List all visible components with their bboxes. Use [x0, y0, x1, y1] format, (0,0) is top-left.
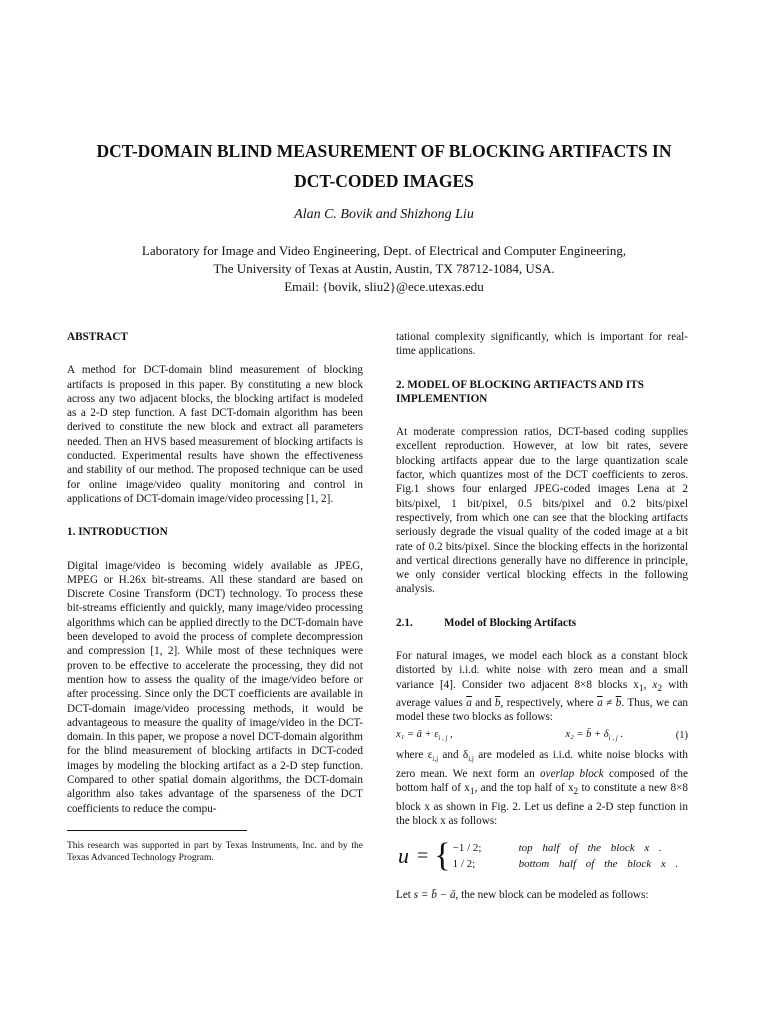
left-brace: { — [434, 837, 451, 875]
subsection-2-1-paragraph-2: where $\varepsilon_{i,j}$ and $\delta_{i,j}$ are modeled as i.i.d. white noise blocks with zero mean. We next form an overlap block composed of the bottom half of $x_1$, and the top half of $x_2$ to constitute a new 8×8 block x as shown in Fig. 2. Let us define a 2-D step function in the block x as follows: — [396, 749, 688, 827]
case-2-condition: bottom half of the block x . — [518, 858, 679, 871]
subsection-2-1-heading — [396, 616, 688, 630]
p2-part-e: , and the top half of x — [474, 781, 574, 794]
p2-part-b: and δ — [438, 749, 469, 762]
p1-part-a: For natural images, we model each block as a constant block distorted by i.i.d. white noise with zero mean and a small variance [4]. Consider two adjacent 8×8 blocks x — [396, 650, 688, 691]
eq1-left-text: x₁ = ā + ε — [396, 728, 439, 740]
section-2-text: At moderate compression ratios, DCT-based coding supplies excellent reproduction. However, at low bit rates, severe blocking artifacts appear due to the large quantization scale factor, which quantizes most of the DCT coefficients to zeros. Fig.1 shows four enlarged JPEG-coded images Lena at 2 bits/pixel, 1 bit/pixel, 0.5 bits/pixel and 0.2 bits/pixel respectively, from which one can see that the blocking artifacts seriously degrade the visual quality of the coded image at a bit rate of 0.2 bits/pixel. Since the blocking effects in the horizontal and vertical directions generally have no difference in principle, we only consider vertical blocking effects in the following analysis. — [396, 426, 688, 596]
p1-and: and — [471, 697, 495, 710]
a-neq-b-expression: $\overline{a} \ne \overline{b}$ — [597, 697, 622, 710]
overlap-block-term: overlap block — [540, 767, 604, 780]
p2-part-a: where ε — [396, 749, 433, 762]
s-definition: s = b̄ − ā — [413, 889, 456, 902]
case-2 — [453, 856, 679, 872]
equation-1-right: x₂ = b̄ + $\delta_{i , j}$ . — [565, 728, 624, 742]
footnote-rule — [67, 830, 247, 831]
step-function-equation — [398, 834, 688, 878]
p2-part-d: composed of the bottom half of x — [396, 767, 688, 794]
eq1-mid-text: x₂ = b̄ + δ — [565, 728, 609, 740]
a-bar-symbol: $\overline{a}$ — [466, 697, 472, 710]
let-statement — [396, 888, 688, 902]
continued-text: tational complexity significantly, which is important for real-time applications. — [396, 331, 688, 358]
abstract-text: A method for DCT-domain blind measurement of blocking artifacts is proposed in this paper. By constituting a new block across any two adjacent blocks, the blocking artifact is modeled as a 2-D step function. A fast DCT-domain algorithm has been derived to constitute the new block and extract all parameters needed. Then an HVS based measurement of blocking artifacts is conducted. Experimental results have shown the effectiveness and stability of our method. The proposed technique can be used for online image/video quality monitoring and control in applications of DCT-domain image/video processing [1, 2]. — [67, 364, 363, 505]
case-1-value: −1 / 2; — [452, 842, 482, 855]
paper-title — [60, 136, 708, 196]
p1-part-c: with average values — [396, 678, 689, 710]
subsection-2-1-title: Model of Blocking Artifacts — [444, 616, 577, 629]
affiliation-line-2: The University of Texas at Austin, Austin, TX 78712-1084, USA. — [213, 261, 555, 276]
case-1-condition: top half of the block x . — [518, 842, 662, 855]
affiliation — [60, 242, 708, 296]
case-2-value: 1 / 2; — [452, 858, 476, 871]
introduction-text: Digital image/video is becoming widely available as JPEG, MPEG or H.26x bit-streams. All these standard are based on Discrete Cosine Transform (DCT) technology. To process these bit-streams efficiently and quickly, many image/video processing algorithms which can be applied directly to the DCT-domain have been developed to avoid the process of complete decompression and compression [1, 2]. While most of these techniques were proven to be effective to accelerate the processing, they did not mention how to assess the quality of the image/video before or after processing. Since only the DCT coefficients are available in DCT-domain image/video processing methods, it would be advantageous to measure the quality of image/video in the DCT-domain. In this paper, we propose a novel DCT-domain algorithm for the blind measurement of blocking artifacts in DCT-coded images by modeling the blocking artifact as a 2-D step function. Compared to other spatial domain algorithms, the DCT-domain algorithm also takes advantage of the sparseness of the DCT coefficients to reduce the compu- — [67, 559, 363, 815]
case-1 — [453, 840, 679, 856]
equation-1-number: (1) — [675, 730, 688, 742]
right-column — [396, 330, 688, 902]
let-part-b: , the new block can be modeled as follows: — [455, 889, 649, 902]
p1-part-b: x — [652, 678, 658, 691]
p2-part-f: to constitute a new 8×8 block x as shown in Fig. 2. Let us define a 2-D step function in the block x as follows: — [396, 781, 688, 827]
affiliation-email: Email: {bovik, sliu2}@ece.utexas.edu — [284, 279, 484, 294]
p2-part-c: are modeled as i.i.d. white noise blocks with zero mean. We next form an — [396, 749, 688, 780]
affiliation-line-1: Laboratory for Image and Video Engineering, Dept. of Electrical and Computer Engineering, — [141, 243, 627, 258]
title-line-1: DCT-DOMAIN BLIND MEASUREMENT OF BLOCKING ARTIFACTS IN — [96, 141, 672, 161]
b-bar-symbol: $\overline{b}$ — [494, 697, 501, 710]
section-2-heading-line-1: 2. MODEL OF BLOCKING ARTIFACTS AND ITS — [396, 378, 644, 391]
authors: Alan C. Bovik and Shizhong Liu — [294, 207, 474, 222]
section-2-heading — [396, 378, 688, 407]
p1-part-d: , respectively, where — [500, 697, 598, 710]
left-column — [67, 330, 363, 865]
equals-sign: = — [417, 844, 429, 867]
u-symbol: u — [398, 842, 409, 868]
section-2-heading-line-2: IMPLEMENTION — [396, 392, 488, 405]
step-function-cases — [453, 840, 679, 872]
equation-1 — [396, 728, 688, 745]
subsection-2-1-paragraph-1: For natural images, we model each block as a constant block distorted by i.i.d. white noise with zero mean and a small variance [4]. Consider two adjacent 8×8 blocks $x_1$, $x_2$ with average values $\overline{a}$ and $\overline{b}$, respectively, where $\overline{a} \ne \overline{b}$. Thus, we can model these two blocks as follows: — [396, 650, 689, 724]
equation-1-left: x₁ = ā + $\varepsilon_{i , j}$ , — [396, 728, 453, 742]
title-line-2: DCT-CODED IMAGES — [294, 171, 474, 191]
let-part-a: Let — [396, 889, 414, 902]
p1-part-e: . Thus, we can model these two blocks as follows: — [396, 697, 689, 724]
introduction-heading: 1. INTRODUCTION — [67, 526, 168, 539]
footnote: This research was supported in part by Texas Instruments, Inc. and by the Texas Advanced Technology Program. — [67, 840, 363, 864]
abstract-heading: ABSTRACT — [67, 331, 128, 343]
subsection-2-1-number: 2.1. — [396, 616, 413, 629]
